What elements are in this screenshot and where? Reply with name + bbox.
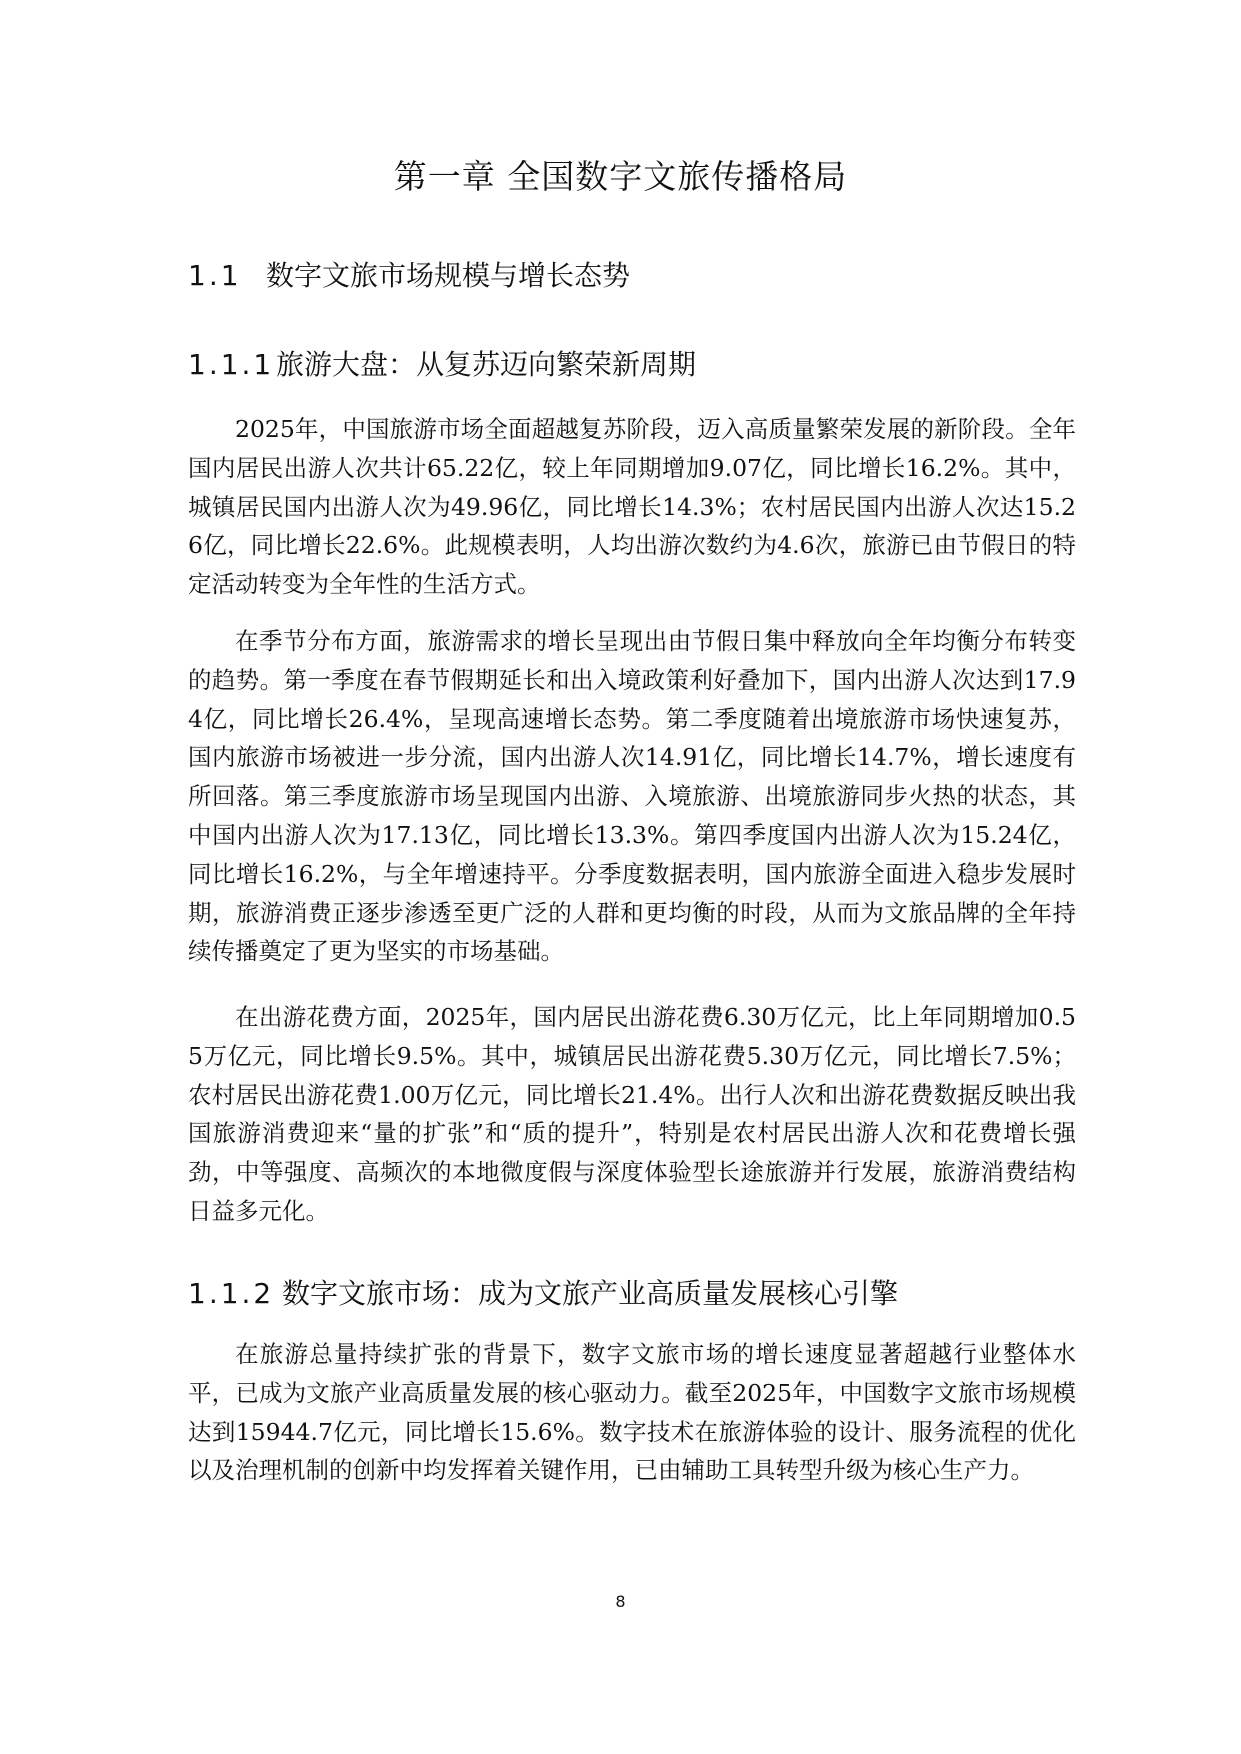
chapter-title: 第一章 全国数字文旅传播格局 [393, 157, 848, 196]
section-title: 旅游大盘：从复苏迈向繁荣新周期 [276, 348, 697, 381]
section-heading-1-1 [188, 257, 630, 295]
paragraph-seasonal-distribution: 在季节分布方面，旅游需求的增长呈现出由节假日集中释放向全年均衡分布转变的趋势。第一季度在春节假期延长和出入境政策利好叠加下，国内出游人次达到17.94亿，同比增长26.4%，呈现高速增长态势。第二季度随着出境旅游市场快速复苏，国内旅游市场被进一步分流，国内出游人次14.91亿，同比增长14.7%，增长速度有所回落。第三季度旅游市场呈现国内出游、入境旅游、出境旅游同步火热的状态，其中国内出游人次为17.13亿，同比增长13.3%。第四季度国内出游人次为15.24亿，同比增长16.2%，与全年增速持平。分季度数据表明，国内旅游全面进入稳步发展时期，旅游消费正逐步渗透至更广泛的人群和更均衡的时段，从而为文旅品牌的全年持续传播奠定了更为坚实的市场基础。 [188, 627, 1076, 966]
section-heading-1-1-1 [188, 346, 696, 384]
section-number: 1.1 [188, 259, 242, 292]
section-title: 数字文旅市场：成为文旅产业高质量发展核心引擎 [282, 1277, 899, 1310]
paragraph-digital-market: 在旅游总量持续扩张的背景下，数字文旅市场的增长速度显著超越行业整体水平，已成为文旅产业高质量发展的核心驱动力。截至2025年，中国数字文旅市场规模达到15944.7亿元，同比增长15.6%。数字技术在旅游体验的设计、服务流程的优化以及治理机制的创新中均发挥着关键作用，已由辅助工具转型升级为核心生产力。 [188, 1340, 1076, 1485]
section-title: 数字文旅市场规模与增长态势 [266, 259, 631, 292]
paragraph-travel-spending: 在出游花费方面，2025年，国内居民出游花费6.30万亿元，比上年同期增加0.55万亿元，同比增长9.5%。其中，城镇居民出游花费5.30万亿元，同比增长7.5%；农村居民出游花费1.00万亿元，同比增长21.4%。出行人次和出游花费数据反映出我国旅游消费迎来“量的扩张”和“质的提升”，特别是农村居民出游人次和花费增长强劲，中等强度、高频次的本地微度假与深度体验型长途旅游并行发展，旅游消费结构日益多元化。 [188, 1003, 1076, 1225]
paragraph-tourism-overview: 2025年，中国旅游市场全面超越复苏阶段，迈入高质量繁荣发展的新阶段。全年国内居民出游人次共计65.22亿，较上年同期增加9.07亿，同比增长16.2%。其中，城镇居民国内出游人次为49.96亿，同比增长14.3%；农村居民国内出游人次达15.26亿，同比增长22.6%。此规模表明，人均出游次数约为4.6次，旅游已由节假日的特定活动转变为全年性的生活方式。 [188, 415, 1076, 599]
section-number: 1.1.2 [188, 1277, 275, 1310]
section-number: 1.1.1 [188, 348, 275, 381]
section-heading-1-1-2 [188, 1275, 898, 1313]
page-number: 8 [615, 1592, 626, 1611]
